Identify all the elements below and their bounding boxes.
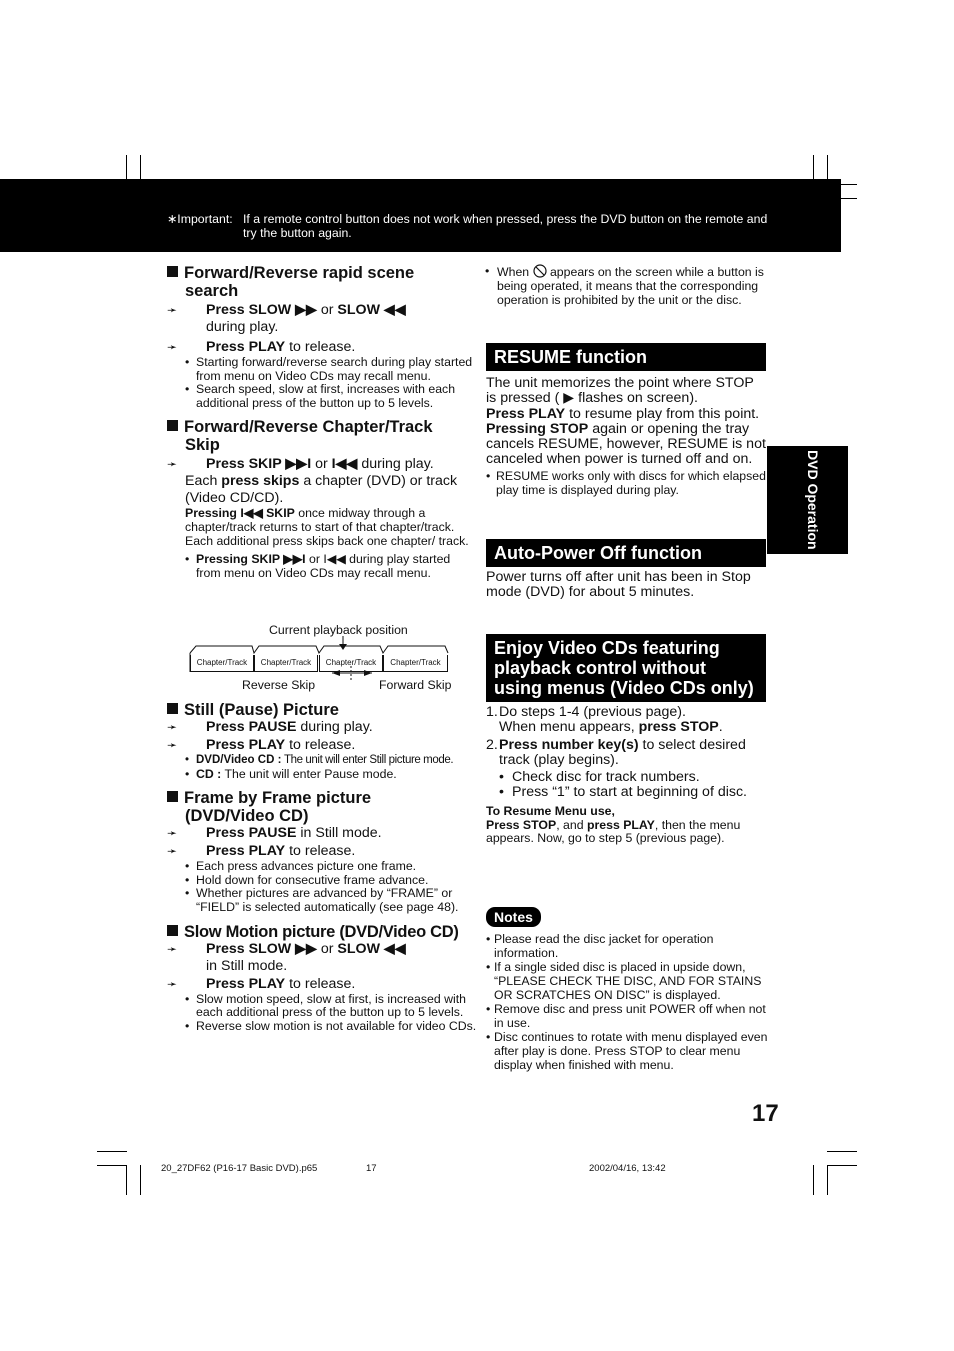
- note: • Reverse slow motion is not available for video CDs.: [185, 1018, 477, 1033]
- vcd-section: [486, 634, 766, 846]
- resume-text: Pressing STOP again or opening the tray cancels RESUME, however, RESUME is not canceled when power is turned off and on.: [486, 420, 766, 468]
- bullet: • Press “1” to start at beginning of disc.: [499, 784, 747, 801]
- vcd-title: Enjoy Video CDs featuring playback control without using menus (Video CDs only): [486, 634, 766, 702]
- square-bullet-icon: [167, 266, 178, 277]
- step: ➛ Press PLAY to release.: [167, 737, 356, 753]
- step: ➛ Press PLAY to release.: [167, 975, 356, 992]
- note: • Please read the disc jacket for operation information.: [486, 932, 714, 960]
- note: • RESUME works only with discs for which elapsed play time is displayed during play.: [486, 468, 766, 497]
- bullet: • Check disc for track numbers.: [499, 769, 700, 786]
- section-title: Slow Motion picture (DVD/Video CD): [167, 923, 477, 941]
- resume-text: The unit memorizes the point where STOP is pressed ( ▶ flashes on screen).: [486, 375, 754, 407]
- reverse-skip-label: Reverse Skip: [242, 678, 316, 692]
- step-detail: Each press skips a chapter (DVD) or track (Video CD/CD).: [185, 473, 458, 507]
- left-column: [167, 264, 477, 580]
- note: • If a single sided disc is placed in upside down, “PLEASE CHECK THE DISC, AND FOR STAINS OR SCRATCHES ON DISC” is displayed.: [486, 960, 762, 1002]
- step: ➛ Press SLOW ▶▶ or SLOW ◀◀ in Still mode.: [167, 940, 406, 974]
- arrow-icon: ➛: [167, 844, 178, 859]
- section-title: Still (Pause) Picture: [167, 701, 477, 719]
- square-bullet-icon: [167, 420, 178, 431]
- page-number: 17: [752, 1100, 779, 1127]
- step: ➛ Press SLOW ▶▶ or SLOW ◀◀ during play.: [167, 302, 406, 335]
- section-title: Forward/Reverse rapid scene search: [167, 264, 477, 300]
- auto-power-text: Power turns off after unit has been in Stop mode (DVD) for about 5 minutes.: [486, 569, 751, 601]
- arrow-icon: ➛: [167, 720, 178, 734]
- important-text: If a remote control button does not work when pressed, press the DVD button on the remote and try the button again.: [243, 212, 768, 240]
- important-banner: [0, 179, 841, 252]
- arrow-icon: ➛: [167, 457, 178, 472]
- note: • DVD/Video CD : The unit will enter Still picture mode.: [185, 754, 454, 766]
- chapter-box: Chapter/Track: [319, 655, 383, 672]
- note: • Each press advances picture one frame.: [185, 859, 417, 874]
- resume-menu-head: To Resume Menu use,: [486, 803, 615, 818]
- note: • Pressing SKIP ▶▶I or I◀◀ during play started from menu on Video CDs may recall menu.: [185, 552, 451, 580]
- note: • Hold down for consecutive frame advance.: [185, 872, 429, 887]
- side-tab: [767, 446, 848, 554]
- notes-section: [486, 907, 768, 1072]
- footer-date: 2002/04/16, 13:42: [589, 1163, 666, 1174]
- crop-mark: [827, 1151, 857, 1152]
- crop-mark: [97, 1151, 127, 1152]
- step: 2. Press number key(s) to select desired track (play begins).: [486, 736, 746, 768]
- arrow-icon: ➛: [167, 303, 178, 317]
- step: ➛ Press PAUSE during play.: [167, 719, 373, 735]
- step: 1. Do steps 1-4 (previous page). When menu appears, press STOP.: [486, 704, 723, 736]
- footer-page: 17: [366, 1163, 377, 1174]
- arrow-icon: ➛: [167, 826, 178, 841]
- note: • Slow motion speed, slow at first, is increased with each additional press of the button up to 5 levels.: [185, 991, 466, 1020]
- step: ➛ Press PLAY to release.: [167, 843, 356, 860]
- square-bullet-icon: [167, 703, 178, 714]
- step: ➛ Press SKIP ▶▶I or I◀◀ during play.: [167, 456, 434, 473]
- important-label: ∗Important:: [167, 212, 233, 226]
- chapter-box: Chapter/Track: [383, 655, 448, 672]
- crop-mark: [827, 1165, 857, 1166]
- diagram-caption: Current playback position: [269, 623, 408, 637]
- right-column: [485, 264, 767, 307]
- crop-mark: [126, 1165, 127, 1195]
- step: ➛ Press PAUSE in Still mode.: [167, 825, 382, 842]
- note: • When appears on the screen while a button is being operated, it means that the corresponding operation is prohibited by the unit or the disc.: [485, 264, 764, 307]
- square-bullet-icon: [167, 925, 178, 936]
- crop-mark: [140, 1165, 141, 1195]
- note: • Search speed, slow at first, increases with each additional press of the button up to 5 levels.: [185, 382, 456, 410]
- pressing-note: Pressing I◀◀ SKIP once midway through a chapter/track returns to start of that chapter/track. Each additional press skips back one chapter/ track.: [185, 506, 469, 548]
- forward-skip-label: Forward Skip: [379, 678, 452, 692]
- chapter-box: Chapter/Track: [254, 655, 318, 672]
- section-title: Frame by Frame picture (DVD/Video CD): [167, 789, 477, 825]
- side-tab-label: DVD Operation: [805, 450, 821, 550]
- note: • Remove disc and press unit POWER off when not in use.: [486, 1002, 766, 1030]
- left-column-lower: [167, 701, 477, 1033]
- note: • Disc continues to rotate with menu displayed even after play is done. Press STOP to clear menu display when finished with menu.: [486, 1030, 768, 1072]
- resume-text: Press PLAY to resume play from this point.: [486, 405, 760, 422]
- notes-badge: Notes: [486, 907, 541, 927]
- square-bullet-icon: [167, 791, 178, 802]
- crop-mark: [813, 1165, 814, 1195]
- note: • Whether pictures are advanced by “FRAME” or “FIELD” is selected automatically (see page 48).: [185, 886, 459, 914]
- resume-section: [486, 343, 766, 497]
- footer-file: 20_27DF62 (P16-17 Basic DVD).p65: [161, 1163, 318, 1174]
- arrow-icon: ➛: [167, 738, 178, 752]
- section-title: Forward/Reverse Chapter/Track Skip: [167, 418, 477, 454]
- prohibited-icon: [533, 264, 547, 278]
- note: • CD : The unit will enter Pause mode.: [185, 766, 397, 781]
- auto-power-title: Auto-Power Off function: [486, 539, 766, 567]
- arrow-icon: ➛: [167, 976, 178, 991]
- chapter-box: Chapter/Track: [190, 655, 254, 672]
- crop-mark: [827, 1165, 828, 1195]
- arrow-icon: ➛: [167, 340, 178, 354]
- note: • Starting forward/reverse search during play started from menu on Video CDs may recall menu.: [185, 355, 473, 383]
- resume-menu-text: Press STOP, and press PLAY, then the menu appears. Now, go to step 5 (previous page).: [486, 817, 741, 846]
- resume-title: RESUME function: [486, 343, 766, 371]
- auto-power-section: [486, 539, 766, 601]
- crop-mark: [97, 1165, 127, 1166]
- arrow-icon: ➛: [167, 941, 178, 956]
- step: ➛ Press PLAY to release.: [167, 339, 356, 355]
